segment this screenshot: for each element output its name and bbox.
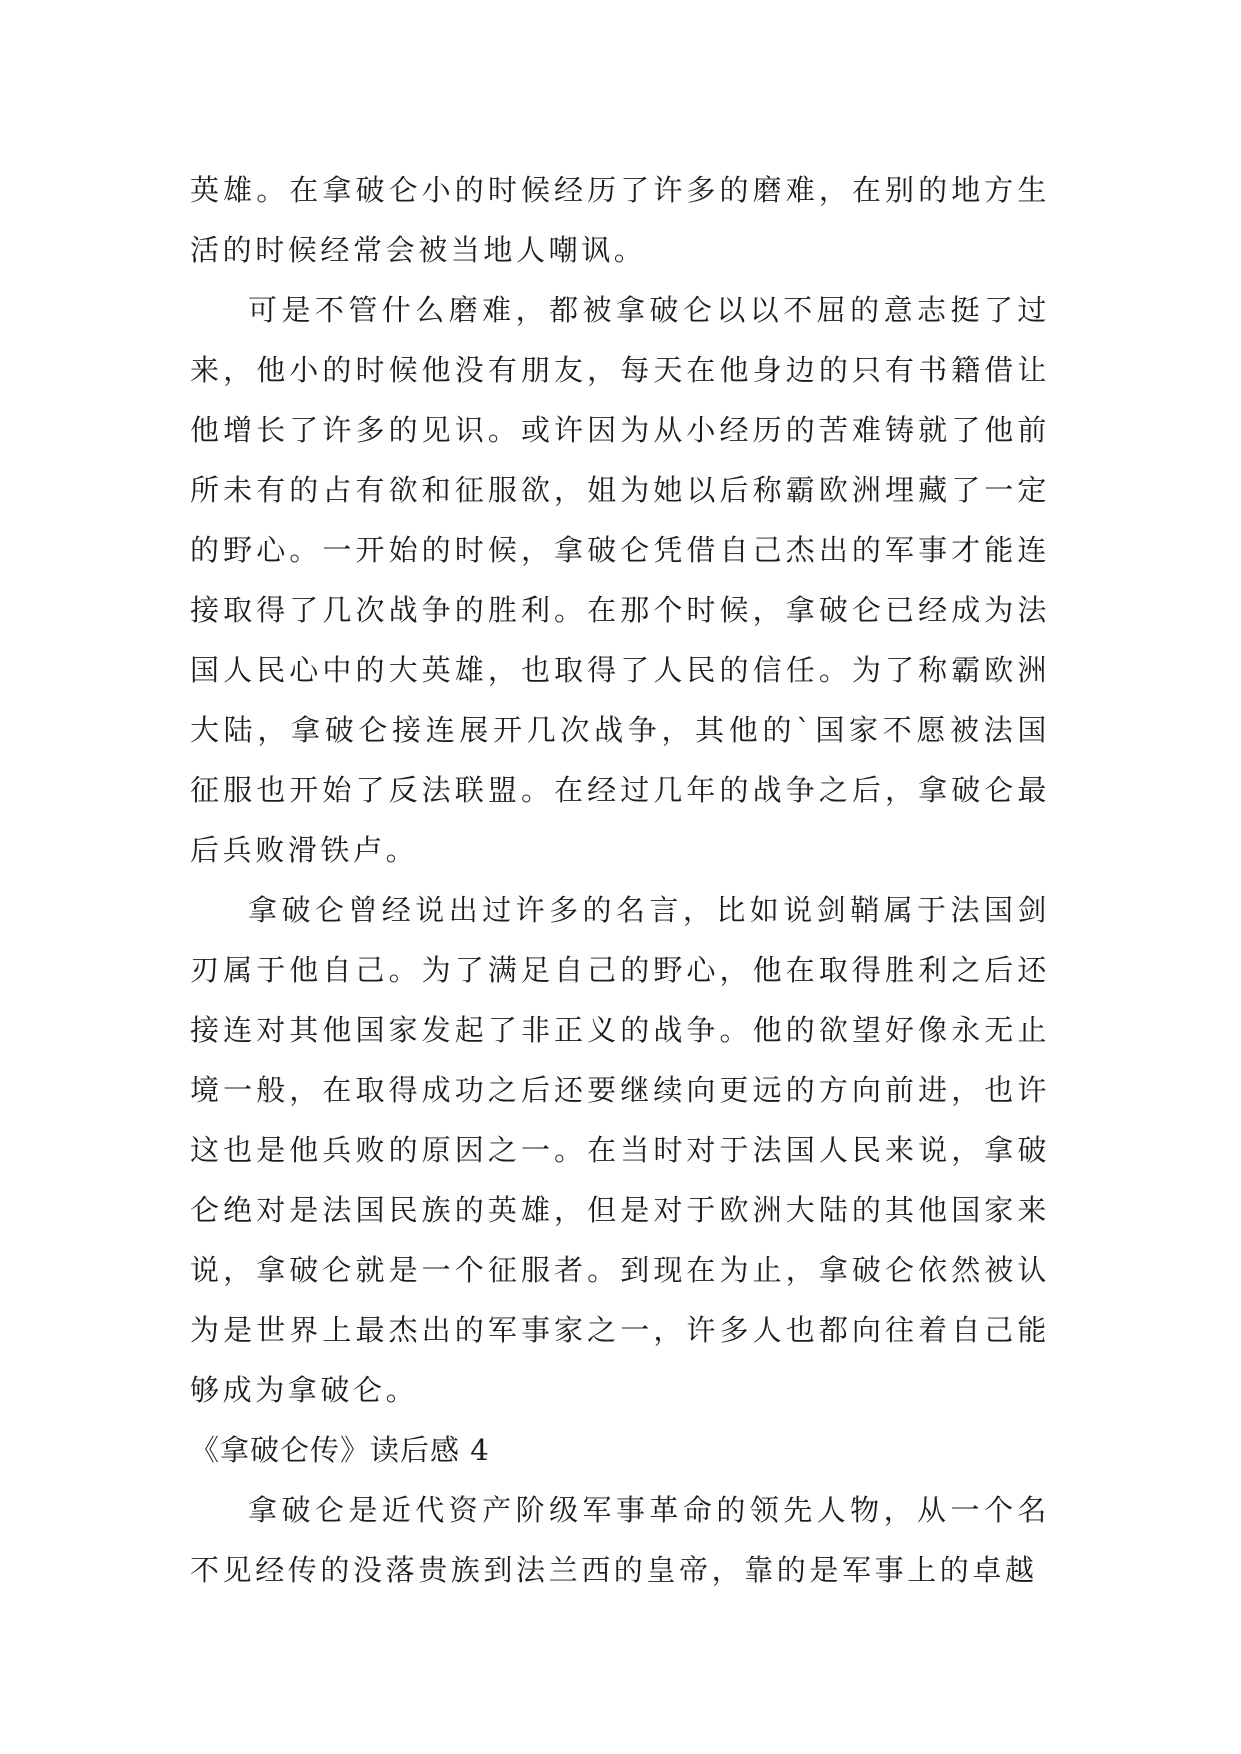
paragraph-2: 可是不管什么磨难，都被拿破仑以以不屈的意志挺了过来，他小的时候他没有朋友，每天在他身边的只有书籍借让他增长了许多的见识。或许因为从小经历的苦难铸就了他前所未有的占有欲和征服欲，姐为她以后称霸欧洲埋藏了一定的野心。一开始的时候，拿破仑凭借自己杰出的军事才能连接取得了几次战争的胜利。在那个时候，拿破仑已经成为法国人民心中的大英雄，也取得了人民的信任。为了称霸欧洲大陆，拿破仑接连展开几次战争，其他的`国家不愿被法国征服也开始了反法联盟。在经过几年的战争之后，拿破仑最后兵败滑铁卢。 [190, 293, 1050, 867]
paragraph-3: 拿破仑曾经说出过许多的名言，比如说剑鞘属于法国剑刃属于他自己。为了满足自己的野心，他在取得胜利之后还接连对其他国家发起了非正义的战争。他的欲望好像永无止境一般，在取得成功之后还要继续向更远的方向前进，也许这也是他兵败的原因之一。在当时对于法国人民来说，拿破仑绝对是法国民族的英雄，但是对于欧洲大陆的其他国家来说，拿破仑就是一个征服者。到现在为止，拿破仑依然被认为是世界上最杰出的军事家之一，许多人也都向往着自己能够成为拿破仑。 [190, 893, 1050, 1407]
paragraph-1: 英雄。在拿破仑小的时候经历了许多的磨难，在别的地方生活的时候经常会被当地人嘲讽。 [190, 173, 1050, 267]
section-heading: 《拿破仑传》读后感 4 [190, 1433, 490, 1467]
paragraph-4: 拿破仑是近代资产阶级军事革命的领先人物，从一个名不见经传的没落贵族到法兰西的皇帝，靠的是军事上的卓越 [190, 1493, 1050, 1587]
document-body [190, 160, 1050, 1600]
